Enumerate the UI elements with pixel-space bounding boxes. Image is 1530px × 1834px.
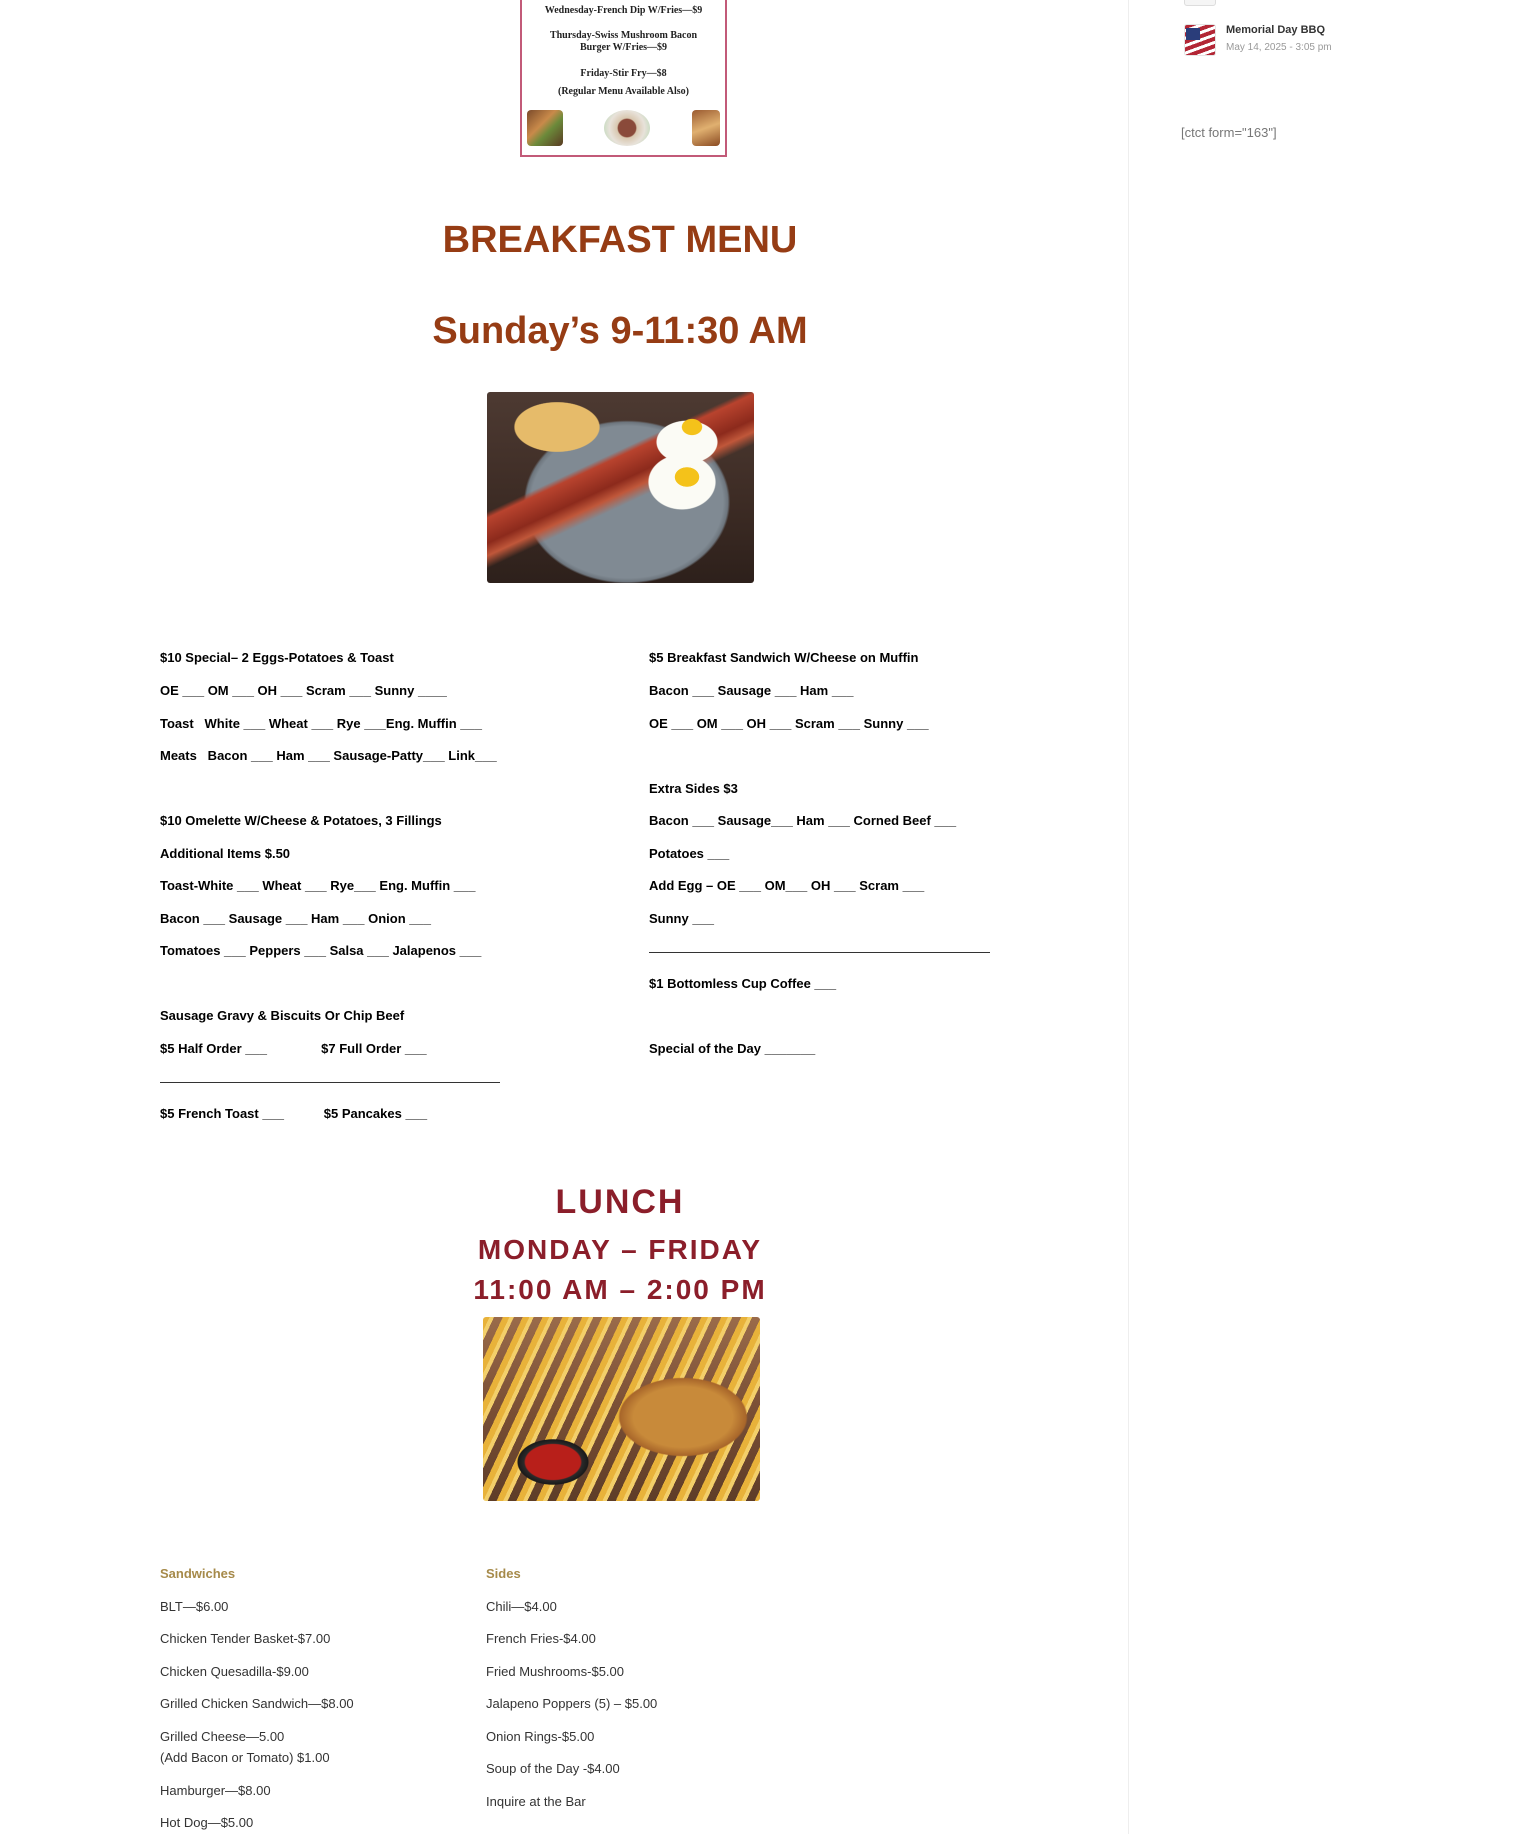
menu-line: Bacon ___ Sausage ___ Ham ___ Onion ___	[160, 911, 431, 926]
list-item: Chicken Quesadilla-$9.00	[160, 1664, 309, 1679]
post-date: May 14, 2025 - 3:05 pm	[1226, 42, 1332, 53]
lunch-heading: LUNCH	[555, 1183, 685, 1221]
menu-line: $5 Breakfast Sandwich W/Cheese on Muffin	[649, 650, 919, 665]
list-item: Chicken Tender Basket-$7.00	[160, 1631, 331, 1646]
list-item: (Add Bacon or Tomato) $1.00	[160, 1750, 330, 1765]
list-item: French Fries-$4.00	[486, 1631, 596, 1646]
menu-line: OE ___ OM ___ OH ___ Scram ___ Sunny ___	[649, 716, 929, 731]
flyer-line: Wednesday-French Dip W/Fries—$9	[544, 5, 703, 16]
lunch-days-heading: MONDAY – FRIDAY	[477, 1234, 763, 1265]
sides-header: Sides	[486, 1566, 521, 1581]
menu-line: $5 Half Order ___ $7 Full Order ___	[160, 1041, 427, 1056]
list-item: Hamburger—$8.00	[160, 1783, 271, 1798]
recent-post-item[interactable]	[1184, 22, 1484, 62]
menu-line: Sausage Gravy & Biscuits Or Chip Beef	[160, 1008, 405, 1023]
separator-line	[649, 952, 990, 953]
breakfast-menu-heading: BREAKFAST MENU	[442, 219, 798, 261]
list-item: Hot Dog—$5.00	[160, 1815, 254, 1830]
menu-line: $10 Special– 2 Eggs-Potatoes & Toast	[160, 650, 394, 665]
menu-line: $5 French Toast ___ $5 Pancakes ___	[160, 1106, 428, 1121]
menu-line: Toast-White ___ Wheat ___ Rye___ Eng. Muffin ___	[160, 878, 476, 893]
list-item: Grilled Chicken Sandwich—$8.00	[160, 1696, 354, 1711]
menu-line: $10 Omelette W/Cheese & Potatoes, 3 Fillings	[160, 813, 442, 828]
post-thumbnail[interactable]	[1184, 0, 1216, 6]
menu-line: Bacon ___ Sausage ___ Ham ___	[649, 683, 854, 698]
menu-line: Toast White ___ Wheat ___ Rye ___Eng. Muffin ___	[160, 716, 482, 731]
list-item: Fried Mushrooms-$5.00	[486, 1664, 624, 1679]
sidebar	[1129, 0, 1530, 1834]
menu-line: Special of the Day _______	[649, 1041, 816, 1056]
menu-line: Tomatoes ___ Peppers ___ Salsa ___ Jalapenos ___	[160, 943, 482, 958]
list-item: BLT—$6.00	[160, 1599, 229, 1614]
menu-line: OE ___ OM ___ OH ___ Scram ___ Sunny ____	[160, 683, 447, 698]
list-item: Inquire at the Bar	[486, 1794, 586, 1809]
flyer-line: Thursday-Swiss Mushroom Bacon Burger W/Fries—$9	[549, 30, 698, 53]
flyer-line: (Regular Menu Available Also)	[557, 86, 690, 97]
flag-icon	[1186, 28, 1200, 40]
breakfast-hours-heading: Sunday’s 9-11:30 AM	[432, 310, 808, 352]
list-item: Soup of the Day -$4.00	[486, 1761, 620, 1776]
menu-line: Extra Sides $3	[649, 781, 738, 796]
menu-line: Add Egg – OE ___ OM___ OH ___ Scram ___	[649, 878, 925, 893]
sandwiches-header: Sandwiches	[160, 1566, 236, 1581]
stir-fry-thumbnail	[604, 110, 650, 146]
menu-line: Meats Bacon ___ Ham ___ Sausage-Patty___ Link___	[160, 748, 497, 763]
flyer-line: Friday-Stir Fry—$8	[580, 68, 667, 79]
post-title-link[interactable]: Memorial Day BBQ	[1226, 24, 1326, 36]
chicken-tenders-photo[interactable]	[483, 1317, 760, 1501]
menu-line: Bacon ___ Sausage___ Ham ___ Corned Beef ___	[649, 813, 957, 828]
separator-line	[160, 1082, 500, 1083]
menu-line: $1 Bottomless Cup Coffee ___	[649, 976, 837, 991]
post-date	[1226, 0, 1336, 1]
menu-line: Additional Items $.50	[160, 846, 291, 861]
post-thumbnail[interactable]	[1184, 24, 1216, 56]
breakfast-plate-photo[interactable]	[487, 392, 754, 583]
list-item: Jalapeno Poppers (5) – $5.00	[486, 1696, 658, 1711]
menu-line: Potatoes ___	[649, 846, 730, 861]
newsletter-form-shortcode: [ctct form="163"]	[1181, 125, 1277, 140]
specials-flyer-image[interactable]	[520, 0, 727, 157]
list-item: Onion Rings-$5.00	[486, 1729, 595, 1744]
menu-line: Sunny ___	[649, 911, 715, 926]
burger-thumbnail	[527, 110, 563, 146]
list-item: Grilled Cheese—5.00	[160, 1729, 285, 1744]
french-dip-thumbnail	[692, 110, 720, 146]
lunch-hours-heading: 11:00 AM – 2:00 PM	[473, 1274, 767, 1305]
list-item: Chili—$4.00	[486, 1599, 557, 1614]
